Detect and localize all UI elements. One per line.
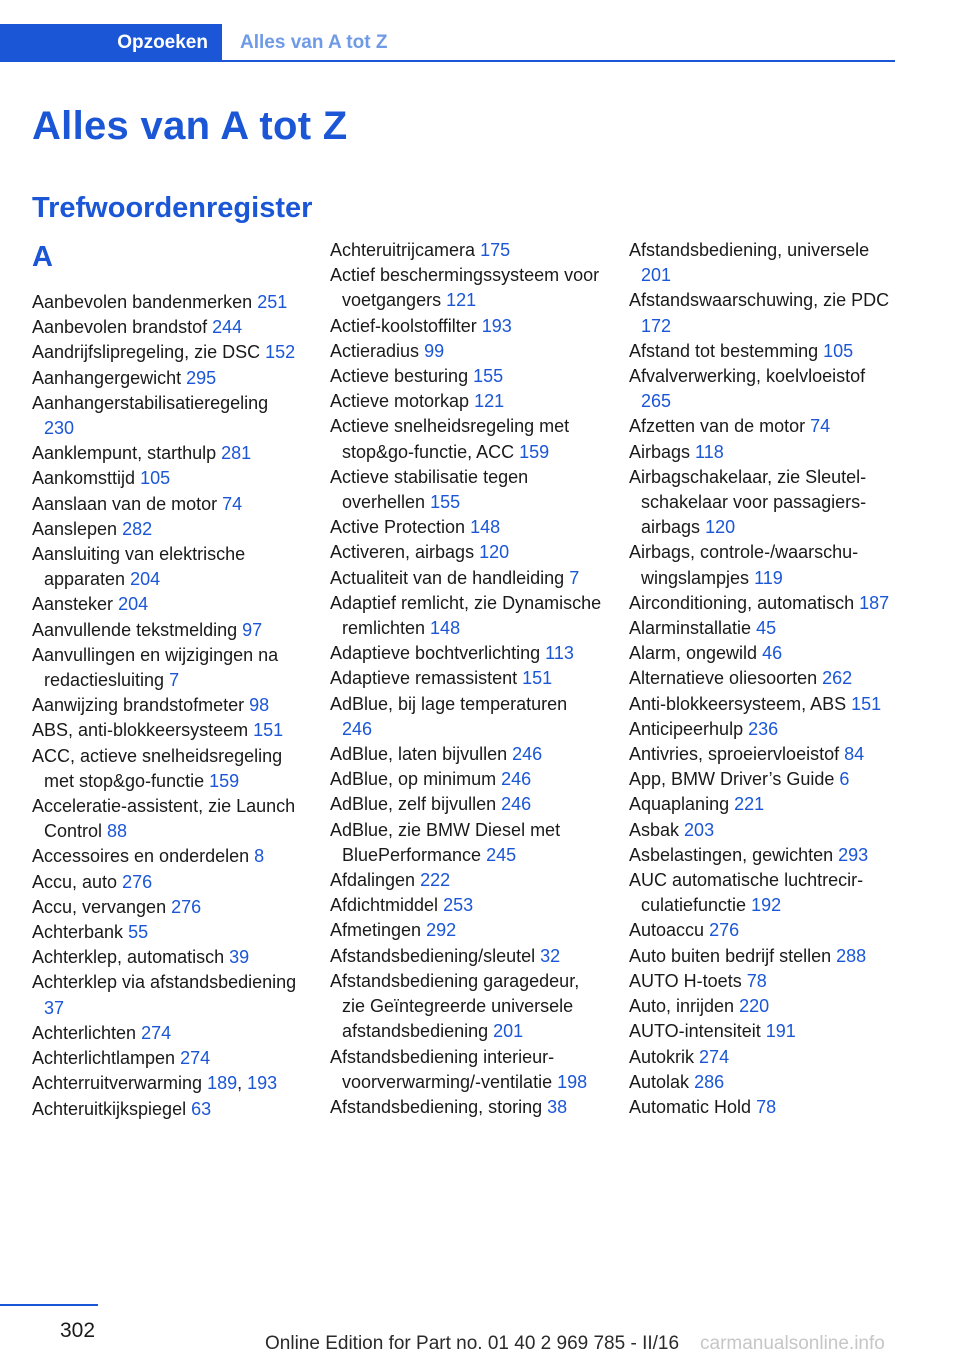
index-entry [32, 1097, 300, 1122]
page-link[interactable]: 193 [247, 1073, 278, 1094]
index-entry [629, 364, 899, 414]
page-title: Alles van A tot Z [32, 104, 348, 148]
entry-term: Achterklep via afstandsbediening [32, 972, 297, 993]
index-entry [330, 364, 602, 389]
entry-term: Achterlichtlampen [32, 1048, 176, 1069]
index-entry [629, 969, 899, 994]
index-entry [629, 792, 899, 817]
page-link[interactable]: 78 [756, 1096, 777, 1117]
index-entry [32, 391, 300, 441]
page-link[interactable]: 105 [823, 340, 854, 361]
index-column-1 [32, 238, 300, 1122]
entry-term: Afstand tot bestemming [629, 340, 819, 361]
index-entry [330, 792, 602, 817]
entry-term: Actieve stabilisatie tegen overhellen [330, 466, 529, 513]
index-entry [32, 340, 300, 365]
index-entry [330, 641, 602, 666]
entry-term: Alarminstallatie [629, 618, 752, 639]
page-link[interactable]: 282 [122, 518, 153, 539]
entry-term: Airbags, controle-/waarschuwingslampjes [629, 542, 859, 588]
index-entry [32, 366, 300, 391]
page-link[interactable]: 286 [694, 1071, 725, 1092]
footer-rule [0, 1304, 98, 1306]
page-link[interactable]: 201 [493, 1021, 524, 1042]
index-entry [32, 794, 300, 844]
page-link[interactable]: 121 [474, 391, 505, 412]
page-link[interactable]: 245 [486, 844, 517, 865]
entry-term: AdBlue, laten bijvullen [330, 744, 508, 765]
entry-term: Afstandsbediening, universele [629, 240, 870, 260]
index-entry [629, 465, 899, 541]
index-entry [330, 742, 602, 767]
page-link[interactable]: 78 [746, 970, 767, 991]
index-entry [629, 440, 899, 465]
entry-term: Accu, auto [32, 871, 118, 892]
index-entry [32, 592, 300, 617]
page-link[interactable]: 230 [44, 418, 75, 439]
page-link[interactable]: 121 [446, 290, 477, 311]
page-link[interactable]: 295 [186, 367, 217, 388]
entry-term: AUTO-intensiteit [629, 1021, 761, 1042]
index-entries [32, 290, 300, 1122]
section-letter: A [32, 241, 53, 273]
index-entry [330, 566, 602, 591]
entry-term: Airbagschakelaar, zie Sleutelschakelaar voor passagiersairbags [629, 466, 867, 538]
entry-term: Aanvullingen en wijzigingen na redactiesluiting [32, 644, 279, 691]
entry-term: Aquaplaning [629, 794, 730, 815]
entry-term: Achteruitkijkspiegel [32, 1098, 187, 1119]
entry-term: Actieve snelheidsregeling met stop&go-functie, ACC [330, 416, 570, 462]
page-link[interactable]: 192 [751, 895, 782, 916]
index-entry [629, 692, 899, 717]
entry-term: Autolak [629, 1071, 690, 1092]
page-link[interactable]: 39 [229, 947, 250, 968]
index-entry [32, 970, 300, 1020]
page-link[interactable]: 276 [122, 871, 153, 892]
index-column-3 [629, 238, 899, 1120]
index-entry [330, 389, 602, 414]
entry-term: Afzetten van de motor [629, 416, 806, 437]
page-link[interactable]: 63 [191, 1098, 212, 1119]
page-link[interactable]: 222 [420, 870, 451, 891]
page-link[interactable]: 193 [481, 315, 512, 336]
page-link[interactable]: 152 [265, 342, 296, 363]
entry-term: Anticipeerhulp [629, 718, 744, 739]
index-entry [330, 918, 602, 943]
page-link[interactable]: 6 [839, 769, 850, 790]
entry-term: Acceleratie-assistent, zie Launch Control [32, 796, 296, 842]
page-link[interactable]: 246 [512, 744, 543, 765]
entry-term: Afvalverwerking, koelvloeistof [629, 366, 866, 387]
page-link[interactable]: 251 [257, 292, 288, 312]
page-link[interactable]: 55 [128, 922, 149, 943]
index-entry [330, 969, 602, 1045]
index-entry [32, 315, 300, 340]
page-link[interactable]: 120 [479, 542, 510, 563]
page-link[interactable]: 98 [249, 695, 270, 716]
page-link[interactable]: 84 [844, 744, 865, 765]
index-entry [330, 591, 602, 641]
entry-term: AUTO H-toets [629, 970, 742, 991]
index-entry [330, 692, 602, 742]
index-entry [629, 918, 899, 943]
index-entry [629, 591, 899, 616]
page-link[interactable]: 151 [522, 668, 553, 689]
index-entry [32, 542, 300, 592]
index-entry [330, 1095, 602, 1120]
page-link[interactable]: 204 [130, 569, 161, 590]
index-entries [629, 238, 899, 1120]
index-entry [330, 666, 602, 691]
entry-term: Aanvullende tekstmelding [32, 619, 238, 640]
entry-term: Active Protection [330, 517, 466, 538]
index-entry [330, 263, 602, 313]
page-link[interactable]: 246 [342, 718, 373, 739]
index-entry [330, 540, 602, 565]
index-entry [629, 641, 899, 666]
entry-term: ACC, actieve snelheidsregeling met stop&go-functie [32, 745, 283, 791]
index-column-2 [330, 238, 602, 1120]
page-link[interactable]: 276 [709, 920, 740, 941]
entry-term: Auto, inrijden [629, 996, 735, 1017]
index-entry [32, 920, 300, 945]
entry-term: Afstandsbediening garagedeur, zie Geïntegreerde universele afstandsbediening [330, 970, 580, 1042]
entry-term: Aansteker [32, 594, 114, 615]
entry-term: Actieve besturing [330, 366, 469, 387]
entry-term: Afstandswaarschuwing, zie PDC [629, 290, 890, 311]
index-entry [32, 844, 300, 869]
entry-term: Actief beschermingssysteem voor voetgangers [330, 265, 600, 311]
entry-term: Alarm, ongewild [629, 643, 758, 664]
entry-term: Aanslaan van de motor [32, 493, 218, 514]
page-link[interactable]: 292 [426, 920, 457, 941]
entry-term: Asbak [629, 819, 680, 840]
index-entry [32, 441, 300, 466]
index-entry [330, 1045, 602, 1095]
index-entry [629, 868, 899, 918]
index-entry [330, 414, 602, 464]
page-link[interactable]: 201 [641, 265, 672, 286]
index-entry [629, 717, 899, 742]
entry-term: Afstandsbediening/sleutel [330, 945, 536, 966]
entry-term: Aankomsttijd [32, 468, 136, 489]
page-subtitle: Trefwoordenregister [32, 192, 313, 224]
entry-term: Adaptieve bochtverlichting [330, 643, 541, 664]
index-entry [330, 314, 602, 339]
index-entry [330, 818, 602, 868]
page-link[interactable]: 189 [207, 1073, 238, 1094]
page-link[interactable]: 148 [430, 618, 461, 639]
page-link[interactable]: 105 [140, 468, 171, 489]
page-link[interactable]: 246 [501, 769, 532, 790]
index-entry [629, 414, 899, 439]
page-link[interactable]: 74 [810, 416, 831, 437]
index-entry [32, 618, 300, 643]
index-entry [32, 466, 300, 491]
page-link[interactable]: 37 [44, 997, 65, 1018]
entry-term: Aanwijzing brandstofmeter [32, 695, 245, 716]
entry-term: Afdichtmiddel [330, 895, 439, 916]
entry-term: Afstandsbediening interieurvoorverwarming/-ventilatie [330, 1046, 555, 1092]
page-link[interactable]: 281 [221, 443, 252, 464]
index-entry [629, 1095, 899, 1120]
page-link[interactable]: 120 [705, 517, 736, 538]
entry-term: Antivries, sproeiervloeistof [629, 744, 840, 765]
page-link[interactable]: 274 [699, 1046, 730, 1067]
header-rule [0, 60, 895, 62]
entry-term: Airconditioning, automatisch [629, 592, 855, 613]
entry-term: Achterbank [32, 922, 124, 943]
page-link[interactable]: 45 [756, 618, 777, 639]
page-link[interactable]: 221 [734, 794, 765, 815]
entry-term: Accessoires en onderdelen [32, 846, 250, 867]
index-entry [629, 994, 899, 1019]
index-entry [32, 744, 300, 794]
page-link[interactable]: 118 [695, 441, 724, 462]
page-link[interactable]: 32 [540, 945, 561, 966]
index-entry [629, 238, 899, 288]
entry-term: Aanbevolen bandenmerken [32, 292, 253, 312]
page-link[interactable]: 175 [480, 240, 511, 260]
entry-term: Aanhangergewicht [32, 367, 182, 388]
page-link[interactable]: 7 [169, 670, 180, 691]
index-entry [629, 843, 899, 868]
entry-term: Actief-koolstoffilter [330, 315, 477, 336]
page-link[interactable]: 97 [242, 619, 263, 640]
entry-term: Aansluiting van elektrische apparaten [32, 544, 246, 590]
page-link[interactable]: 244 [212, 317, 243, 338]
index-entry [629, 818, 899, 843]
entry-term: Auto buiten bedrijf stellen [629, 945, 832, 966]
entry-term: Anti-blokkeersysteem, ABS [629, 693, 847, 714]
page-link[interactable]: 46 [762, 643, 783, 664]
tab-alles-van-a-tot-z[interactable]: Alles van A tot Z [240, 32, 388, 53]
entry-term: Accu, vervangen [32, 896, 167, 917]
entry-term: Achterlichten [32, 1022, 137, 1043]
index-entry [330, 944, 602, 969]
entry-term: Autoaccu [629, 920, 705, 941]
page-link[interactable]: 7 [569, 567, 580, 588]
index-entry [629, 944, 899, 969]
entry-term: AdBlue, zie BMW Diesel met BluePerformance [330, 819, 561, 865]
page-link[interactable]: 191 [765, 1021, 796, 1042]
entry-term: Actualiteit van de handleiding [330, 567, 565, 588]
page-link[interactable]: 74 [222, 493, 243, 514]
entry-term: Asbelastingen, gewichten [629, 844, 834, 865]
index-entry [629, 666, 899, 691]
index-entry [330, 339, 602, 364]
entry-term: AUC automatische luchtrecirculatiefunctie [629, 870, 864, 916]
entry-term: Automatic Hold [629, 1096, 752, 1117]
page-link[interactable]: 99 [424, 340, 445, 361]
index-entry [32, 643, 300, 693]
page-number: 302 [60, 1319, 96, 1342]
page-link[interactable]: 155 [473, 366, 504, 387]
page-link[interactable]: 253 [443, 895, 474, 916]
entry-term: Airbags [629, 441, 691, 462]
page-link[interactable]: 155 [430, 492, 461, 513]
page-link[interactable]: 88 [107, 821, 128, 842]
page-link[interactable]: 8 [254, 846, 265, 867]
page-link[interactable]: 236 [748, 718, 779, 739]
index-entry [330, 238, 602, 263]
page-link[interactable]: 246 [501, 794, 532, 815]
entry-term: Aanslepen [32, 518, 118, 539]
entry-term: App, BMW Driver’s Guide [629, 769, 835, 790]
page-link[interactable]: 276 [171, 896, 202, 917]
index-entry [330, 515, 602, 540]
header-bar [0, 24, 895, 62]
entry-term: Actieradius [330, 340, 420, 361]
index-entry [32, 492, 300, 517]
index-entry [330, 465, 602, 515]
index-entry [32, 718, 300, 743]
index-entry [32, 945, 300, 970]
page-link[interactable]: 265 [641, 391, 672, 412]
entry-term: Afstandsbediening, storing [330, 1096, 543, 1117]
index-entry [629, 540, 899, 590]
page-link[interactable]: 159 [519, 441, 550, 462]
entry-term: Activeren, airbags [330, 542, 475, 563]
index-entry [32, 693, 300, 718]
entry-term: Afmetingen [330, 920, 422, 941]
index-entry [629, 742, 899, 767]
page-link[interactable]: 203 [684, 819, 715, 840]
index-entry [629, 616, 899, 641]
page-link[interactable]: 151 [253, 720, 284, 741]
entry-term: Adaptieve remassistent [330, 668, 518, 689]
page-link[interactable]: 113 [545, 643, 574, 664]
page-link[interactable]: 172 [641, 315, 672, 336]
page-link[interactable]: 262 [822, 668, 853, 689]
page-link[interactable]: 293 [838, 844, 869, 865]
entry-term: Alternatieve oliesoorten [629, 668, 818, 689]
page-link[interactable]: 151 [851, 693, 882, 714]
index-entry [629, 339, 899, 364]
page-link[interactable]: 38 [547, 1096, 568, 1117]
entry-term: ABS, anti-blokkeersysteem [32, 720, 249, 741]
index-entries [330, 238, 602, 1120]
index-entry [32, 517, 300, 542]
index-entry [32, 290, 300, 315]
index-entry [32, 870, 300, 895]
page-link[interactable]: 187 [859, 592, 890, 613]
page-link[interactable]: 204 [118, 594, 149, 615]
index-entry [629, 767, 899, 792]
entry-term: Aanhangerstabilisatieregeling [32, 392, 269, 413]
page-link[interactable]: 288 [836, 945, 867, 966]
footer-text: Online Edition for Part no. 01 40 2 969 785 - II/16 [265, 1333, 680, 1354]
page-link[interactable]: 119 [754, 567, 783, 588]
index-entry [330, 868, 602, 893]
index-entry [629, 1070, 899, 1095]
entry-term: Achterklep, automatisch [32, 947, 225, 968]
entry-term: AdBlue, op minimum [330, 769, 497, 790]
page-link[interactable]: 148 [470, 517, 501, 538]
index-entry [629, 1019, 899, 1044]
entry-term: Actieve motorkap [330, 391, 470, 412]
index-entry [629, 288, 899, 338]
index-entry [330, 767, 602, 792]
index-entry: Achterruitverwarming 189, 193 [32, 1073, 278, 1094]
tab-opzoeken[interactable]: Opzoeken [0, 24, 222, 62]
index-entry [629, 1045, 899, 1070]
index-entry [32, 1046, 300, 1071]
entry-term: Afdalingen [330, 870, 416, 891]
entry-term: Achteruitrijcamera [330, 240, 476, 260]
entry-term: Autokrik [629, 1046, 695, 1067]
entry-term: Adaptief remlicht, zie Dynamische remlichten [330, 592, 602, 639]
entry-term: Aandrijfslipregeling, zie DSC [32, 342, 261, 363]
index-entry [32, 895, 300, 920]
page-link[interactable]: 274 [141, 1022, 172, 1043]
page-link[interactable]: 198 [557, 1071, 588, 1092]
index-entry [32, 1021, 300, 1046]
entry-term: Achterruitverwarming [32, 1073, 203, 1094]
index-entry [330, 893, 602, 918]
watermark: carmanualsonline.info [700, 1333, 885, 1354]
page-link[interactable]: 274 [180, 1048, 211, 1069]
entry-term: Aanklempunt, starthulp [32, 443, 217, 464]
entry-term: AdBlue, zelf bijvullen [330, 794, 497, 815]
page-link[interactable]: 220 [739, 996, 770, 1017]
entry-term: Aanbevolen brandstof [32, 317, 208, 338]
entry-term: AdBlue, bij lage temperaturen [330, 693, 568, 714]
page-link[interactable]: 159 [209, 770, 240, 791]
